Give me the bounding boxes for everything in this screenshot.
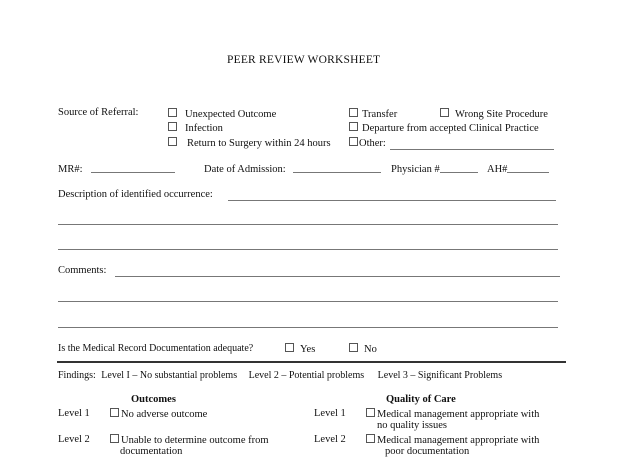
description-input-line[interactable] [228, 200, 556, 201]
option-label-continued: no quality issues [377, 420, 447, 431]
checkbox-icon [168, 108, 177, 117]
physician-field[interactable] [391, 164, 478, 175]
checkbox-quality-level-1[interactable] [366, 408, 539, 420]
mr-input-line[interactable] [91, 172, 175, 173]
checkbox-infection[interactable] [168, 122, 223, 134]
checkbox-quality-level-2[interactable] [366, 434, 539, 446]
checkbox-departure-clinical-practice[interactable] [349, 122, 539, 134]
checkbox-icon [168, 137, 177, 146]
checkbox-other[interactable] [349, 137, 386, 149]
description-label: Description of identified occurrence: [58, 189, 213, 200]
findings-level-3: Level 3 – Significant Problems [377, 370, 503, 381]
option-label-continued: poor documentation [385, 446, 470, 457]
option-label: Transfer [362, 109, 398, 120]
outcome-level-label: Level 1 [58, 408, 90, 419]
quality-level-label: Level 1 [314, 408, 346, 419]
outcomes-heading: Outcomes [131, 394, 176, 405]
checkbox-icon [349, 343, 358, 352]
ah-field[interactable] [487, 164, 549, 175]
description-input-line[interactable] [58, 224, 558, 225]
checkbox-icon [366, 408, 375, 417]
checkbox-unexpected-outcome[interactable] [168, 108, 276, 120]
option-label: No adverse outcome [121, 409, 208, 420]
checkbox-icon [110, 434, 119, 443]
comments-input-line[interactable] [115, 276, 560, 277]
option-label: Medical management appropriate with [377, 409, 540, 420]
physician-label: Physician # [391, 164, 440, 175]
mr-field[interactable] [58, 164, 175, 175]
checkbox-documentation-yes[interactable] [285, 343, 315, 355]
comments-input-line[interactable] [58, 327, 558, 328]
description-input-line[interactable] [58, 249, 558, 250]
checkbox-icon [168, 122, 177, 131]
checkbox-transfer[interactable] [349, 108, 397, 120]
checkbox-outcome-level-2[interactable] [110, 434, 269, 446]
mr-label: MR#: [58, 164, 83, 175]
source-of-referral-label: Source of Referral: [58, 107, 139, 118]
checkbox-outcome-level-1[interactable] [110, 408, 207, 420]
quality-level-label: Level 2 [314, 434, 346, 445]
option-label: No [364, 344, 377, 355]
ah-label: AH# [487, 164, 508, 175]
ah-input-line[interactable] [507, 172, 549, 173]
checkbox-icon [440, 108, 449, 117]
option-label: Infection [185, 123, 223, 134]
option-label: Wrong Site Procedure [455, 109, 548, 120]
date-of-admission-input-line[interactable] [293, 172, 381, 173]
comments-label: Comments: [58, 265, 107, 276]
option-label: Medical management appropriate with [377, 435, 540, 446]
option-label: Unexpected Outcome [185, 109, 277, 120]
comments-input-line[interactable] [58, 301, 558, 302]
page-title: PEER REVIEW WORKSHEET [227, 54, 381, 66]
outcome-level-label: Level 2 [58, 434, 90, 445]
checkbox-documentation-no[interactable] [349, 343, 377, 355]
checkbox-wrong-site-procedure[interactable] [440, 108, 548, 120]
option-label-continued: documentation [120, 446, 183, 457]
quality-of-care-heading: Quality of Care [386, 394, 456, 405]
checkbox-icon [349, 122, 358, 131]
checkbox-icon [285, 343, 294, 352]
other-input-line[interactable] [390, 149, 554, 150]
option-label: Other: [359, 138, 386, 149]
option-label: Unable to determine outcome from [121, 435, 269, 446]
findings-level-2: Level 2 – Potential problems [248, 370, 365, 381]
physician-input-line[interactable] [440, 172, 478, 173]
findings-row [58, 370, 502, 381]
date-of-admission-label: Date of Admission: [204, 164, 286, 175]
option-label: Departure from accepted Clinical Practice [362, 123, 539, 134]
checkbox-icon [349, 137, 358, 146]
findings-level-1: Level I – No substantial problems [101, 370, 238, 381]
documentation-question: Is the Medical Record Documentation adequate? [58, 343, 254, 354]
checkbox-return-to-surgery[interactable] [168, 137, 331, 149]
option-label: Yes [300, 344, 316, 355]
findings-label: Findings: [58, 370, 96, 381]
option-label: Return to Surgery within 24 hours [187, 138, 331, 149]
checkbox-icon [349, 108, 358, 117]
date-of-admission-field[interactable] [204, 164, 381, 175]
checkbox-icon [110, 408, 119, 417]
section-divider [57, 361, 566, 363]
checkbox-icon [366, 434, 375, 443]
